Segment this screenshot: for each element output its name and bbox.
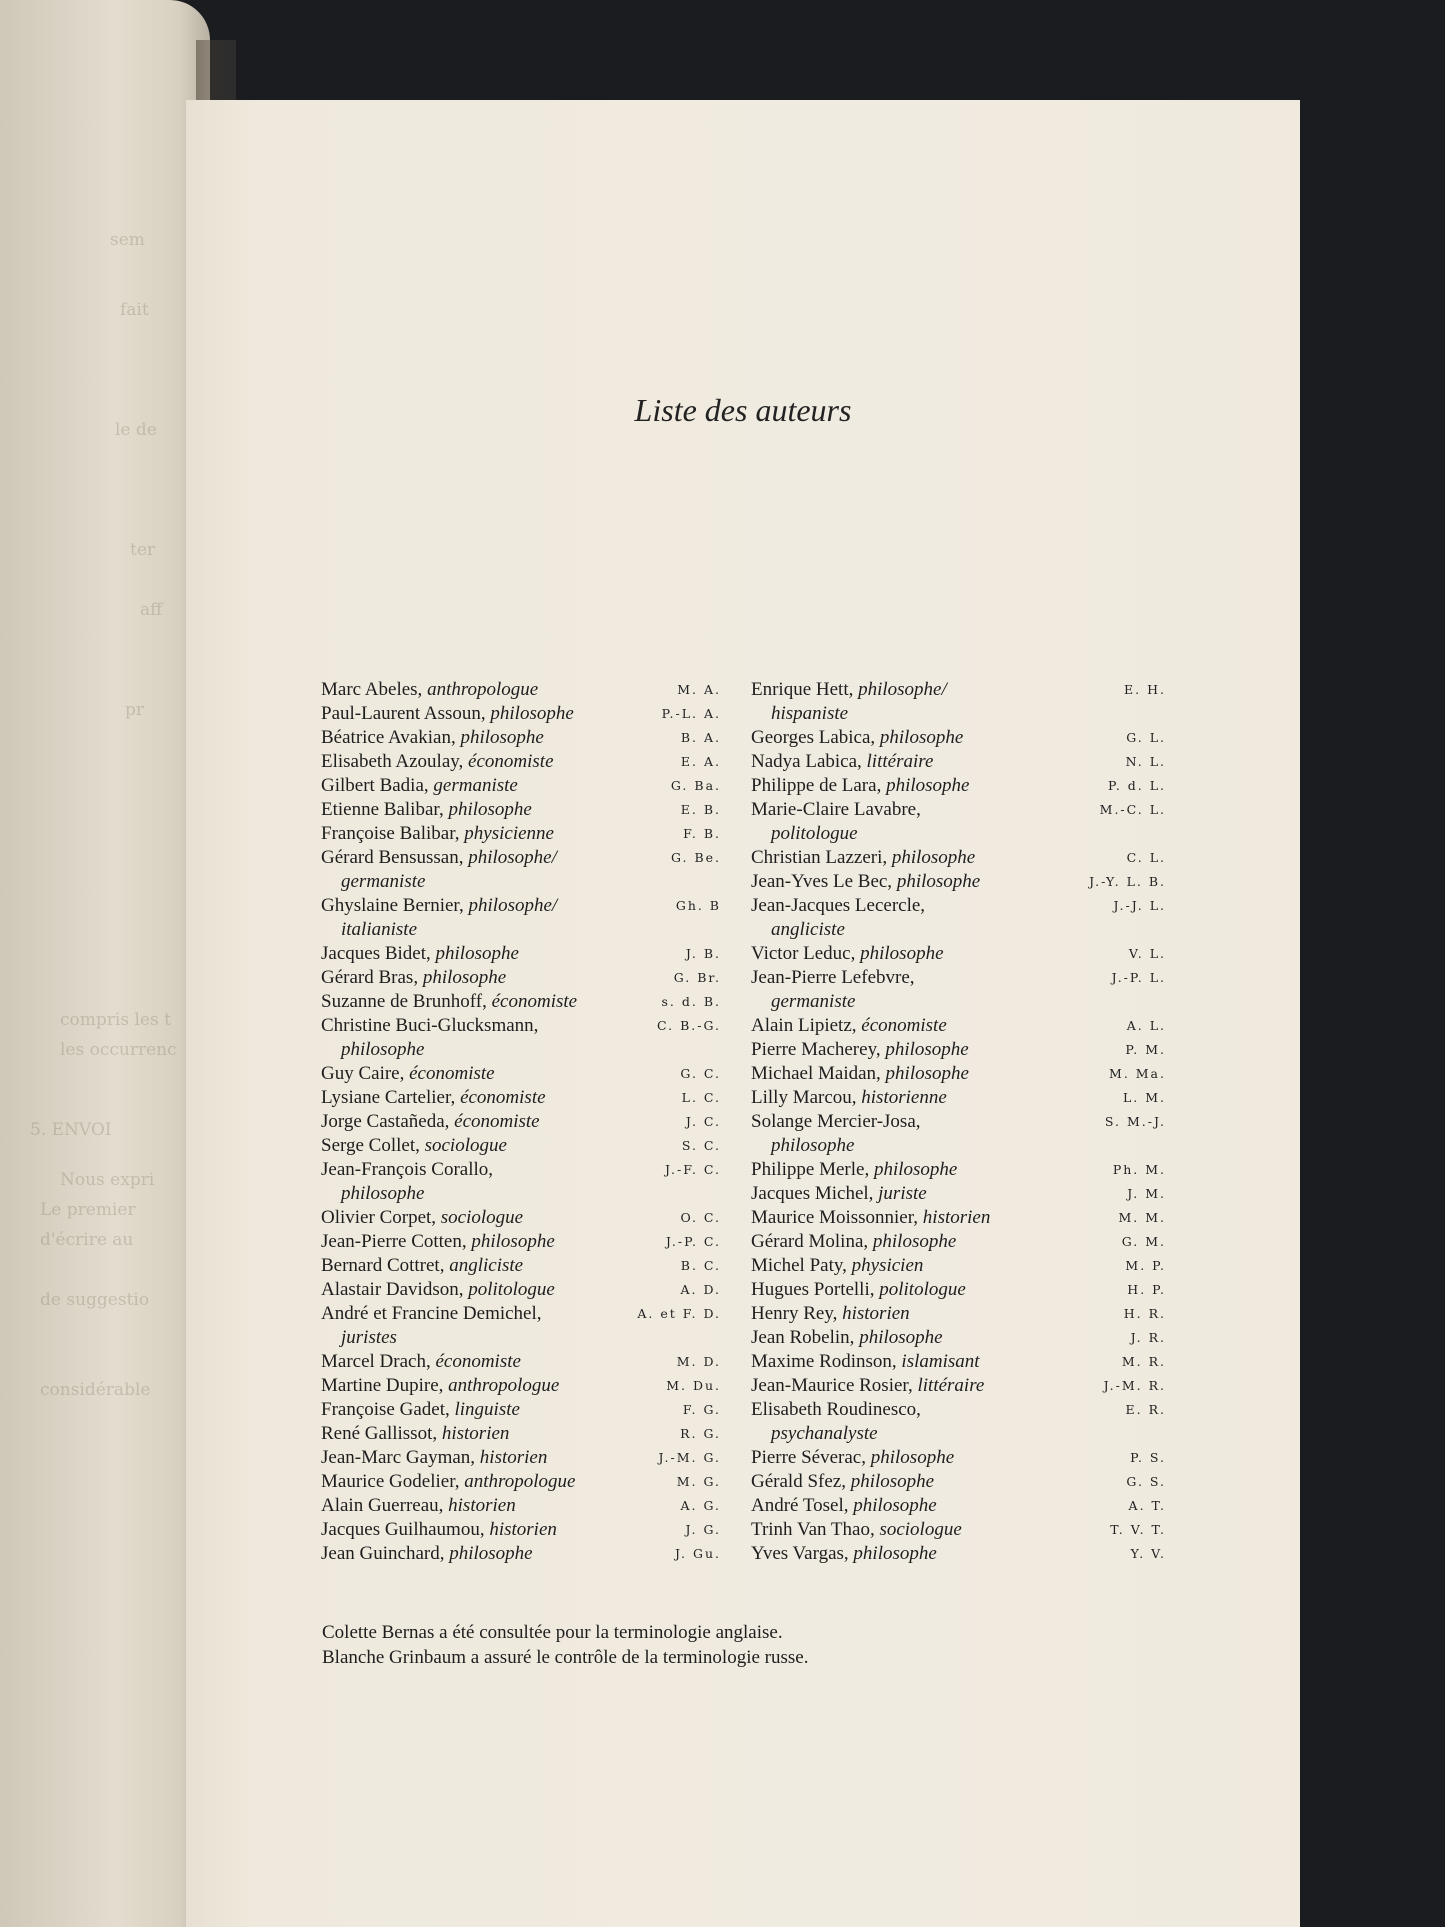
author-entry <box>751 942 1166 966</box>
author-role: philosophe <box>460 727 544 748</box>
author-initials: M.-C. L. <box>1099 802 1166 817</box>
author-entry <box>751 1470 1166 1494</box>
author-role-continued: philosophe <box>341 1183 425 1204</box>
author-entry <box>321 846 721 894</box>
author-entry <box>321 894 721 942</box>
author-initials: P. d. L. <box>1107 778 1166 793</box>
author-role: historien <box>489 1519 557 1540</box>
author-entry <box>751 966 1166 1014</box>
author-entry <box>751 1326 1166 1350</box>
author-entry <box>751 1182 1166 1206</box>
author-role: philosophe <box>490 703 574 724</box>
author-initials: A. G. <box>680 1498 721 1513</box>
author-role: angliciste <box>449 1255 524 1276</box>
author-name: Jean-François Corallo, <box>321 1159 494 1180</box>
author-name: Pierre Macherey, <box>751 1039 881 1060</box>
author-entry <box>751 798 1166 846</box>
author-name: Martine Dupire, <box>321 1375 444 1396</box>
author-entry <box>321 942 721 966</box>
author-entry <box>751 774 1166 798</box>
author-entry <box>751 1038 1166 1062</box>
left-page-edge: sem fait le de ter aff pr compris les t les occurrenc 5. ENVOI Nous expri Le premier d'écrire au de suggestio considérable <box>0 0 210 1927</box>
author-initials: G. C. <box>680 1066 721 1081</box>
author-initials: G. Be. <box>670 850 721 865</box>
author-initials: J. C. <box>685 1114 721 1129</box>
author-entry <box>751 1446 1166 1470</box>
author-entry <box>751 1494 1166 1518</box>
author-initials: M. Du. <box>666 1378 721 1393</box>
author-initials: G. S. <box>1126 1474 1166 1489</box>
author-role-continued: angliciste <box>771 919 845 940</box>
author-name: Solange Mercier-Josa, <box>751 1111 921 1132</box>
author-role-continued: philosophe <box>341 1039 425 1060</box>
author-entry <box>751 1110 1166 1158</box>
author-name: Gérald Sfez, <box>751 1471 846 1492</box>
author-initials: Ph. M. <box>1112 1162 1166 1177</box>
author-initials: s. d. B. <box>661 994 721 1009</box>
author-initials: R. G. <box>680 1426 721 1441</box>
author-initials: O. C. <box>680 1210 721 1225</box>
author-role: physicien <box>851 1255 924 1276</box>
author-role: sociologue <box>440 1207 524 1228</box>
author-name: Yves Vargas, <box>751 1543 849 1564</box>
author-name: Françoise Gadet, <box>321 1399 450 1420</box>
author-initials: S. C. <box>681 1138 721 1153</box>
document-page <box>186 100 1300 1927</box>
author-name: Trinh Van Thao, <box>751 1519 875 1540</box>
author-role: économiste <box>861 1015 947 1036</box>
author-initials: F. G. <box>682 1402 721 1417</box>
author-name: Maurice Moissonnier, <box>751 1207 919 1228</box>
author-role: historien <box>441 1423 510 1444</box>
author-initials: J.-M. G. <box>658 1450 721 1465</box>
author-initials: S. M.-J. <box>1104 1114 1166 1129</box>
author-initials: J.-M. R. <box>1103 1378 1166 1393</box>
author-name: Jean-Marc Gayman, <box>321 1447 476 1468</box>
author-role: économiste <box>454 1111 540 1132</box>
author-initials: M. M. <box>1118 1210 1166 1225</box>
author-initials: N. L. <box>1125 754 1166 769</box>
author-role: philosophe/ <box>858 679 947 700</box>
author-initials: P.-L. A. <box>661 706 721 721</box>
author-entry <box>321 1398 721 1422</box>
author-entry <box>321 1230 721 1254</box>
author-role: historienne <box>861 1087 947 1108</box>
author-entry <box>751 870 1166 894</box>
author-role: philosophe <box>885 1063 969 1084</box>
author-initials: M. D. <box>676 1354 721 1369</box>
author-entry <box>751 1086 1166 1110</box>
author-name: Michel Paty, <box>751 1255 847 1276</box>
author-role: philosophe <box>891 847 976 868</box>
author-role: philosophe <box>872 1231 957 1252</box>
author-role: littéraire <box>917 1375 985 1396</box>
author-initials: B. C. <box>680 1258 721 1273</box>
author-role: philosophe/ <box>468 847 557 868</box>
author-name: André Tosel, <box>751 1495 849 1516</box>
author-role: linguiste <box>454 1399 520 1420</box>
author-entry <box>321 798 721 822</box>
author-initials: J. G. <box>685 1522 721 1537</box>
author-entry <box>751 1206 1166 1230</box>
author-entry <box>751 1278 1166 1302</box>
author-entry <box>321 1254 721 1278</box>
author-role: philosophe <box>471 1231 555 1252</box>
author-entry <box>751 1374 1166 1398</box>
author-name: Elisabeth Roudinesco, <box>751 1399 921 1420</box>
author-name: Marie-Claire Lavabre, <box>751 799 921 820</box>
author-entry <box>751 726 1166 750</box>
author-initials: J. M. <box>1127 1186 1166 1201</box>
author-name: Michael Maidan, <box>751 1063 881 1084</box>
author-initials: P. M. <box>1125 1042 1166 1057</box>
author-role: historien <box>842 1303 910 1324</box>
author-entry <box>321 1350 721 1374</box>
author-entry <box>751 750 1166 774</box>
author-entry <box>321 1062 721 1086</box>
author-entry <box>751 1398 1166 1446</box>
author-initials: G. M. <box>1121 1234 1166 1249</box>
author-name: Guy Caire, <box>321 1063 405 1084</box>
author-role-continued: italianiste <box>341 919 417 940</box>
author-name: Gérard Bensussan, <box>321 847 464 868</box>
footer-line: Blanche Grinbaum a assuré le contrôle de la terminologie russe. <box>322 1647 809 1668</box>
author-initials: J.-J. L. <box>1113 898 1166 913</box>
author-name: Maxime Rodinson, <box>751 1351 897 1372</box>
author-name: Ghyslaine Bernier, <box>321 895 464 916</box>
author-role: philosophe <box>860 943 944 964</box>
author-initials: J.-P. L. <box>1111 970 1166 985</box>
author-initials: G. Ba. <box>670 778 721 793</box>
author-role: philosophe <box>859 1327 943 1348</box>
author-role: économiste <box>491 991 578 1012</box>
author-initials: H. R. <box>1123 1306 1166 1321</box>
author-entry <box>751 894 1166 942</box>
author-role: philosophe <box>422 967 507 988</box>
author-name: Christine Buci-Glucksmann, <box>321 1015 539 1036</box>
author-entry <box>321 1158 721 1206</box>
author-name: Christian Lazzeri, <box>751 847 888 868</box>
author-role: historien <box>448 1495 516 1516</box>
author-name: Philippe de Lara, <box>751 775 882 796</box>
author-entry <box>751 1518 1166 1542</box>
author-entry <box>321 990 721 1014</box>
author-initials: H. P. <box>1127 1282 1166 1297</box>
author-role-continued: politologue <box>771 823 858 844</box>
author-entry <box>751 678 1166 726</box>
author-name: Jacques Michel, <box>751 1183 874 1204</box>
author-entry <box>321 1542 721 1566</box>
author-initials: E. H. <box>1124 682 1166 697</box>
author-initials: M. G. <box>676 1474 721 1489</box>
author-name: Alastair Davidson, <box>321 1279 464 1300</box>
author-entry <box>751 846 1166 870</box>
author-name: Françoise Balibar, <box>321 823 460 844</box>
author-role: philosophe <box>448 799 532 820</box>
author-role: philosophe <box>870 1447 955 1468</box>
author-name: Alain Guerreau, <box>321 1495 444 1516</box>
author-role: philosophe <box>885 1039 969 1060</box>
author-role: économiste <box>435 1351 521 1372</box>
author-name: Gérard Molina, <box>751 1231 869 1252</box>
author-name: Nadya Labica, <box>751 751 862 772</box>
author-initials: C. B.-G. <box>657 1018 721 1033</box>
author-role: politologue <box>468 1279 555 1300</box>
author-role: philosophe <box>435 943 519 964</box>
author-name: Elisabeth Azoulay, <box>321 751 464 772</box>
author-role-continued: psychanalyste <box>771 1423 878 1444</box>
author-initials: G. Br. <box>673 970 721 985</box>
author-role: philosophe <box>853 1495 937 1516</box>
author-name: Jean-Jacques Lecercle, <box>751 895 926 916</box>
author-role: juriste <box>878 1183 927 1204</box>
author-role: littéraire <box>866 751 934 772</box>
author-entry <box>751 1542 1166 1566</box>
author-role: philosophe <box>853 1543 937 1564</box>
author-role: germaniste <box>433 775 518 796</box>
author-role: philosophe/ <box>468 895 558 916</box>
author-entry <box>751 1158 1166 1182</box>
author-role: politologue <box>879 1279 966 1300</box>
author-initials: A. et F. D. <box>637 1306 721 1321</box>
author-name: Gérard Bras, <box>321 967 419 988</box>
author-initials: J.-F. C. <box>664 1162 721 1177</box>
author-role: philosophe <box>850 1471 935 1492</box>
author-name: Pierre Séverac, <box>751 1447 866 1468</box>
author-initials: E. A. <box>680 754 721 769</box>
author-entry <box>321 750 721 774</box>
author-name: Bernard Cottret, <box>321 1255 445 1276</box>
author-initials: L. C. <box>681 1090 721 1105</box>
author-initials: L. M. <box>1122 1090 1166 1105</box>
author-name: Jacques Bidet, <box>321 943 431 964</box>
author-initials: J. B. <box>685 946 721 961</box>
author-initials: M. R. <box>1121 1354 1166 1369</box>
author-name: Jean-Yves Le Bec, <box>751 871 893 892</box>
author-role: historien <box>922 1207 991 1228</box>
author-initials: G. L. <box>1126 730 1166 745</box>
author-initials: J.-Y. L. B. <box>1089 874 1166 889</box>
author-name: Lysiane Cartelier, <box>321 1087 456 1108</box>
authors-column-right <box>751 678 1166 1566</box>
author-entry <box>321 1446 721 1470</box>
author-initials: A. T. <box>1128 1498 1166 1513</box>
author-entry <box>751 1350 1166 1374</box>
author-entry <box>321 1014 721 1062</box>
author-role: économiste <box>468 751 554 772</box>
author-name: Gilbert Badia, <box>321 775 429 796</box>
author-entry <box>751 1302 1166 1326</box>
author-name: Hugues Portelli, <box>751 1279 875 1300</box>
author-entry <box>321 1470 721 1494</box>
author-role-continued: hispaniste <box>771 703 849 724</box>
author-initials: A. D. <box>680 1282 721 1297</box>
author-role: sociologue <box>424 1135 507 1156</box>
footer-notes <box>322 1620 808 1670</box>
author-name: Etienne Balibar, <box>321 799 444 820</box>
author-role: sociologue <box>879 1519 962 1540</box>
author-role: philosophe <box>896 871 981 892</box>
authors-column-left <box>321 678 721 1566</box>
author-name: Béatrice Avakian, <box>321 727 456 748</box>
author-entry <box>321 1494 721 1518</box>
author-entry <box>321 1086 721 1110</box>
author-name: Alain Lipietz, <box>751 1015 857 1036</box>
author-initials: P. S. <box>1130 1450 1166 1465</box>
author-initials: M. P. <box>1125 1258 1166 1273</box>
author-role: anthropologue <box>464 1471 576 1492</box>
author-name: Victor Leduc, <box>751 943 856 964</box>
author-entry <box>321 1374 721 1398</box>
author-entry <box>321 1278 721 1302</box>
author-initials: E. R. <box>1125 1402 1166 1417</box>
author-name: Jean-Maurice Rosier, <box>751 1375 913 1396</box>
author-name: Jacques Guilhaumou, <box>321 1519 485 1540</box>
author-name: Jean-Pierre Cotten, <box>321 1231 467 1252</box>
author-entry <box>321 1206 721 1230</box>
author-initials: B. A. <box>680 730 721 745</box>
author-role-continued: germaniste <box>771 991 856 1012</box>
author-entry <box>321 774 721 798</box>
author-name: René Gallissot, <box>321 1423 438 1444</box>
author-initials: C. L. <box>1126 850 1166 865</box>
author-initials: Gh. B <box>675 898 721 913</box>
author-name: Suzanne de Brunhoff, <box>321 991 487 1012</box>
author-name: Maurice Godelier, <box>321 1471 460 1492</box>
author-entry <box>321 966 721 990</box>
author-name: Jean-Pierre Lefebvre, <box>751 967 915 988</box>
author-name: Philippe Merle, <box>751 1159 870 1180</box>
author-name: Olivier Corpet, <box>321 1207 437 1228</box>
author-entry <box>321 678 721 702</box>
author-entry <box>751 1062 1166 1086</box>
author-role-continued: philosophe <box>771 1135 855 1156</box>
author-initials: A. L. <box>1126 1018 1166 1033</box>
author-initials: J.-P. C. <box>665 1234 721 1249</box>
author-initials: T. V. T. <box>1110 1522 1166 1537</box>
author-initials: Y. V. <box>1130 1546 1166 1561</box>
author-initials: E. B. <box>680 802 721 817</box>
author-name: Marcel Drach, <box>321 1351 431 1372</box>
author-name: Lilly Marcou, <box>751 1087 857 1108</box>
author-entry <box>321 822 721 846</box>
author-role: économiste <box>460 1087 546 1108</box>
author-role: philosophe <box>879 727 964 748</box>
author-entry <box>321 1110 721 1134</box>
author-name: Henry Rey, <box>751 1303 838 1324</box>
author-role: philosophe <box>873 1159 958 1180</box>
author-initials: J. Gu. <box>675 1546 721 1561</box>
author-entry <box>321 1134 721 1158</box>
author-role: économiste <box>409 1063 495 1084</box>
author-role: physicienne <box>464 823 554 844</box>
author-name: Jean Guinchard, <box>321 1543 445 1564</box>
author-entry <box>751 1014 1166 1038</box>
author-role: philosophe <box>449 1543 533 1564</box>
author-entry <box>751 1254 1166 1278</box>
author-initials: V. L. <box>1128 946 1166 961</box>
author-name: André et Francine Demichel, <box>321 1303 542 1324</box>
author-name: Enrique Hett, <box>751 679 854 700</box>
author-name: Marc Abeles, <box>321 679 423 700</box>
author-entry <box>321 1518 721 1542</box>
author-initials: F. B. <box>683 826 721 841</box>
author-entry <box>751 1230 1166 1254</box>
author-role: islamisant <box>901 1351 980 1372</box>
author-name: Jorge Castañeda, <box>321 1111 450 1132</box>
author-name: Georges Labica, <box>751 727 876 748</box>
page-title: Liste des auteurs <box>634 392 852 428</box>
author-role: anthropologue <box>427 679 539 700</box>
footer-line: Colette Bernas a été consultée pour la terminologie anglaise. <box>322 1622 783 1643</box>
author-entry <box>321 702 721 726</box>
author-entry <box>321 726 721 750</box>
author-entry <box>321 1302 721 1350</box>
author-initials: M. Ma. <box>1109 1066 1166 1081</box>
author-entry <box>321 1422 721 1446</box>
author-name: Jean Robelin, <box>751 1327 855 1348</box>
author-name: Serge Collet, <box>321 1135 420 1156</box>
author-role: historien <box>479 1447 548 1468</box>
author-role-continued: germaniste <box>341 871 426 892</box>
author-initials: J. R. <box>1130 1330 1166 1345</box>
author-initials: M. A. <box>677 682 721 697</box>
author-role-continued: juristes <box>341 1327 397 1348</box>
author-role: philosophe <box>886 775 970 796</box>
author-name: Paul-Laurent Assoun, <box>321 703 486 724</box>
author-role: anthropologue <box>448 1375 560 1396</box>
